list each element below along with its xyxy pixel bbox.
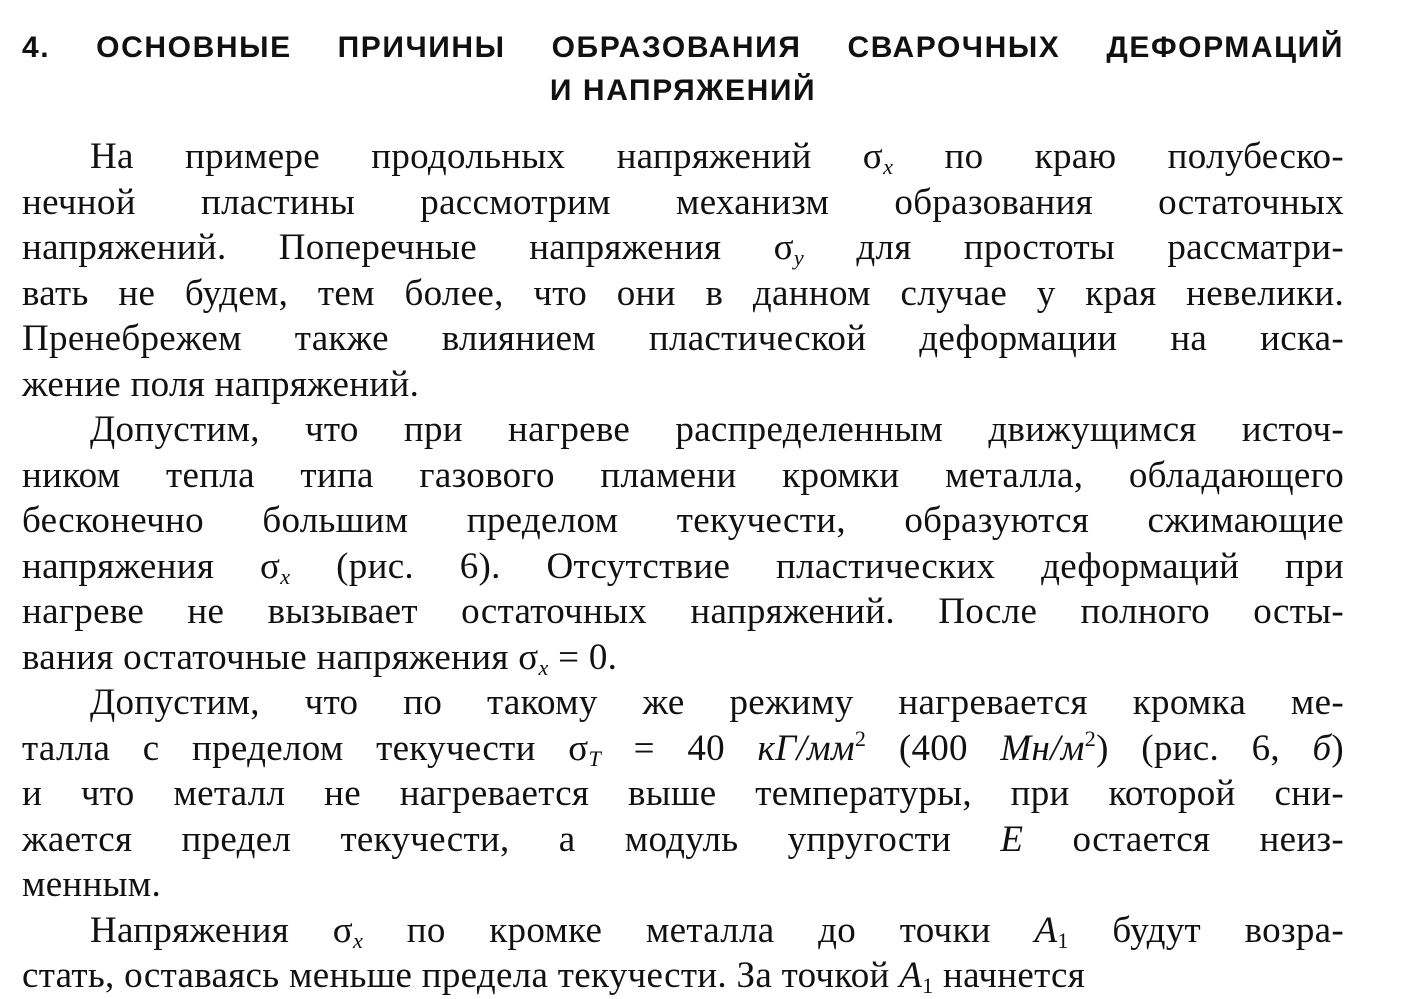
- text-line: вать не будем, тем более, что они в данном случае у края невелики.: [22, 272, 1344, 314]
- text-line: Пренебрежем также влиянием пластической деформации на иска-: [22, 318, 1344, 359]
- text-line: ником тепла типа газового пламени кромки металла, обладающего: [22, 454, 1344, 496]
- text-line: Напряжения $\sigma_x$ по кромке металла до точки $A_1$ будут возра-: [90, 909, 1344, 953]
- text-line: нагреве не вызывает остаточных напряжений. После полного осты-: [22, 591, 1344, 632]
- section-heading: [22, 26, 1344, 112]
- section-heading-line-1: 4. ОСНОВНЫЕ ПРИЧИНЫ ОБРАЗОВАНИЯ СВАРОЧНЫХ ДЕФОРМАЦИЙ: [22, 31, 1344, 64]
- text-line: вания остаточные напряжения $\sigma_x = 0$.: [22, 636, 618, 680]
- paragraph: [22, 680, 1344, 908]
- text-line: нечной пластины рассмотрим механизм образования остаточных: [22, 181, 1344, 223]
- text-line: и что металл не нагревается выше температуры, при которой сни-: [22, 773, 1344, 814]
- body-text: [22, 134, 1344, 999]
- text-line: напряжения $\sigma_x$ (рис. 6). Отсутствие пластических деформаций при: [22, 545, 1345, 589]
- text-line: менным.: [22, 864, 162, 905]
- text-line: жается предел текучести, а модуль упругости E остается неиз-: [22, 818, 1344, 860]
- paragraph: [22, 134, 1344, 407]
- text-line: На примере продольных напряжений $\sigma_x$ по краю полубеско-: [90, 136, 1344, 179]
- text-line: Допустим, что при нагреве распределенным движущимся источ-: [90, 409, 1344, 450]
- document-page: [22, 26, 1344, 999]
- paragraph: [22, 407, 1344, 680]
- text-line: жение поля напряжений.: [22, 363, 420, 405]
- section-heading-line-2: И НАПРЯЖЕНИЙ: [549, 74, 817, 107]
- text-line: талла с пределом текучести $\sigma_T = 40$ $кГ/мм^2$ (400 $Мн/м^2$) (рис. 6, б): [22, 725, 1345, 771]
- text-line: бесконечно большим пределом текучести, образуются сжимающие: [22, 500, 1344, 541]
- paragraph: [22, 908, 1344, 999]
- text-line: стать, оставаясь меньше предела текучести. За точкой $A_1$ начнется: [22, 955, 1086, 998]
- text-line: напряжений. Поперечные напряжения $\sigma_y$ для простоты рассматри-: [22, 227, 1344, 270]
- text-line: Допустим, что по такому же режиму нагревается кромка ме-: [90, 682, 1344, 723]
